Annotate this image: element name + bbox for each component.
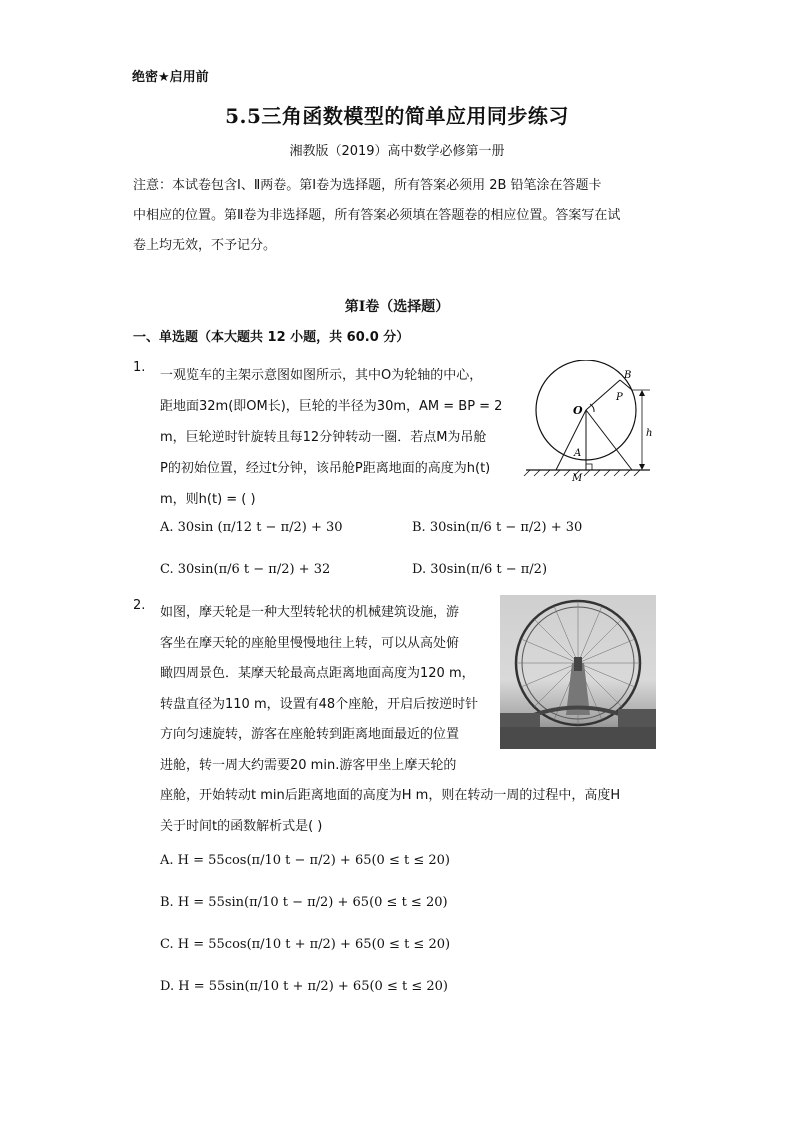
notice-line: 中相应的位置。第Ⅱ卷为非选择题，所有答案必须填在答题卷的相应位置。答案写在试 [133,208,621,223]
question-line: 如图，摩天轮是一种大型转轮状的机械建筑设施，游 [160,605,460,620]
notice-line: 注意：本试卷包含Ⅰ、Ⅱ两卷。第Ⅰ卷为选择题，所有答案必须用 2B 铅笔涂在答题卡 [133,178,602,193]
page-title: 5.5三角函数模型的简单应用同步练习 [225,104,569,128]
option-c[interactable]: C. H = 55cos(π/10 t + π/2) + 65(0 ≤ t ≤ 20) [160,937,451,952]
right-angle [586,464,592,470]
question-line: 座舱，开始转动t min后距离地面的高度为H m，则在转动一周的过程中，高度H [160,788,621,803]
label-o: O [573,404,583,417]
ferris-wheel-photo-drawing [500,595,656,749]
question-number: 1. [133,360,146,375]
label-m: M [572,473,583,484]
question-line: 瞰四周景色．某摩天轮最高点距离地面高度为120 m， [160,666,475,681]
question-line: 关于时间t的函数解析式是( ) [160,818,323,834]
height-arrowhead-top [639,390,645,396]
exam-notice [133,171,673,261]
label-h: h [646,428,653,439]
question-line: 客坐在摩天轮的座舱里慢慢地往上转，可以从高处俯 [160,635,460,651]
arm-line [620,380,632,390]
radius-line [586,380,620,410]
question-line: 距地面32m(即OM长)，巨轮的半径为30m，AM = BP = 2 [160,399,503,414]
question-line: 转盘直径为110 m，设置有48个座舱，开启后按逆时针 [160,696,479,712]
section-title: 一、单选题（本大题共 12 小题，共 60.0 分） [133,330,410,345]
option-d[interactable]: D. 30sin(π/6 t − π/2) [412,562,548,577]
option-b[interactable]: B. 30sin(π/6 t − π/2) + 30 [412,520,583,535]
rotation-arrow [590,404,594,412]
question-line: P的初始位置，经过t分钟，该吊舱P距离地面的高度为h(t) [160,461,491,476]
label-b: B [624,370,632,381]
label-a: A [574,448,582,459]
confidential-label: 绝密★启用前 [132,70,209,85]
label-p: P [616,392,623,403]
question-line: 方向匀速旋转，游客在座舱转到距离地面最近的位置 [160,727,460,742]
height-arrowhead-bottom [639,464,645,470]
page-subtitle: 湘教版（2019）高中数学必修第一册 [289,144,505,159]
ferris-wheel-photo [500,595,656,749]
option-c[interactable]: C. 30sin(π/6 t − π/2) + 32 [160,562,331,577]
question-line: m，巨轮逆时针旋转且每12分钟转动一圈．若点M为吊舱 [160,430,487,445]
option-b[interactable]: B. H = 55sin(π/10 t − π/2) + 65(0 ≤ t ≤ 20) [160,895,448,910]
part-title: 第Ⅰ卷（选择题） [344,299,450,315]
question-line: m，则h(t) = ( ) [160,492,256,507]
option-a[interactable]: A. 30sin (π/12 t − π/2) + 30 [160,520,343,535]
question-line: 进舱，转一周大约需要20 min.游客甲坐上摩天轮的 [160,757,457,773]
support-left [556,410,586,470]
support-right [586,410,632,470]
notice-line: 卷上均无效，不予记分。 [133,238,277,253]
question-1-text [160,360,502,515]
question-line: 一观览车的主架示意图如图所示，其中O为轮轴的中心， [160,368,483,383]
ferris-wheel-diagram [520,360,670,484]
question-number: 2. [133,598,146,613]
option-d[interactable]: D. H = 55sin(π/10 t + π/2) + 65(0 ≤ t ≤ 20) [160,979,448,994]
option-a[interactable]: A. H = 55cos(π/10 t − π/2) + 65(0 ≤ t ≤ 20) [160,853,450,868]
